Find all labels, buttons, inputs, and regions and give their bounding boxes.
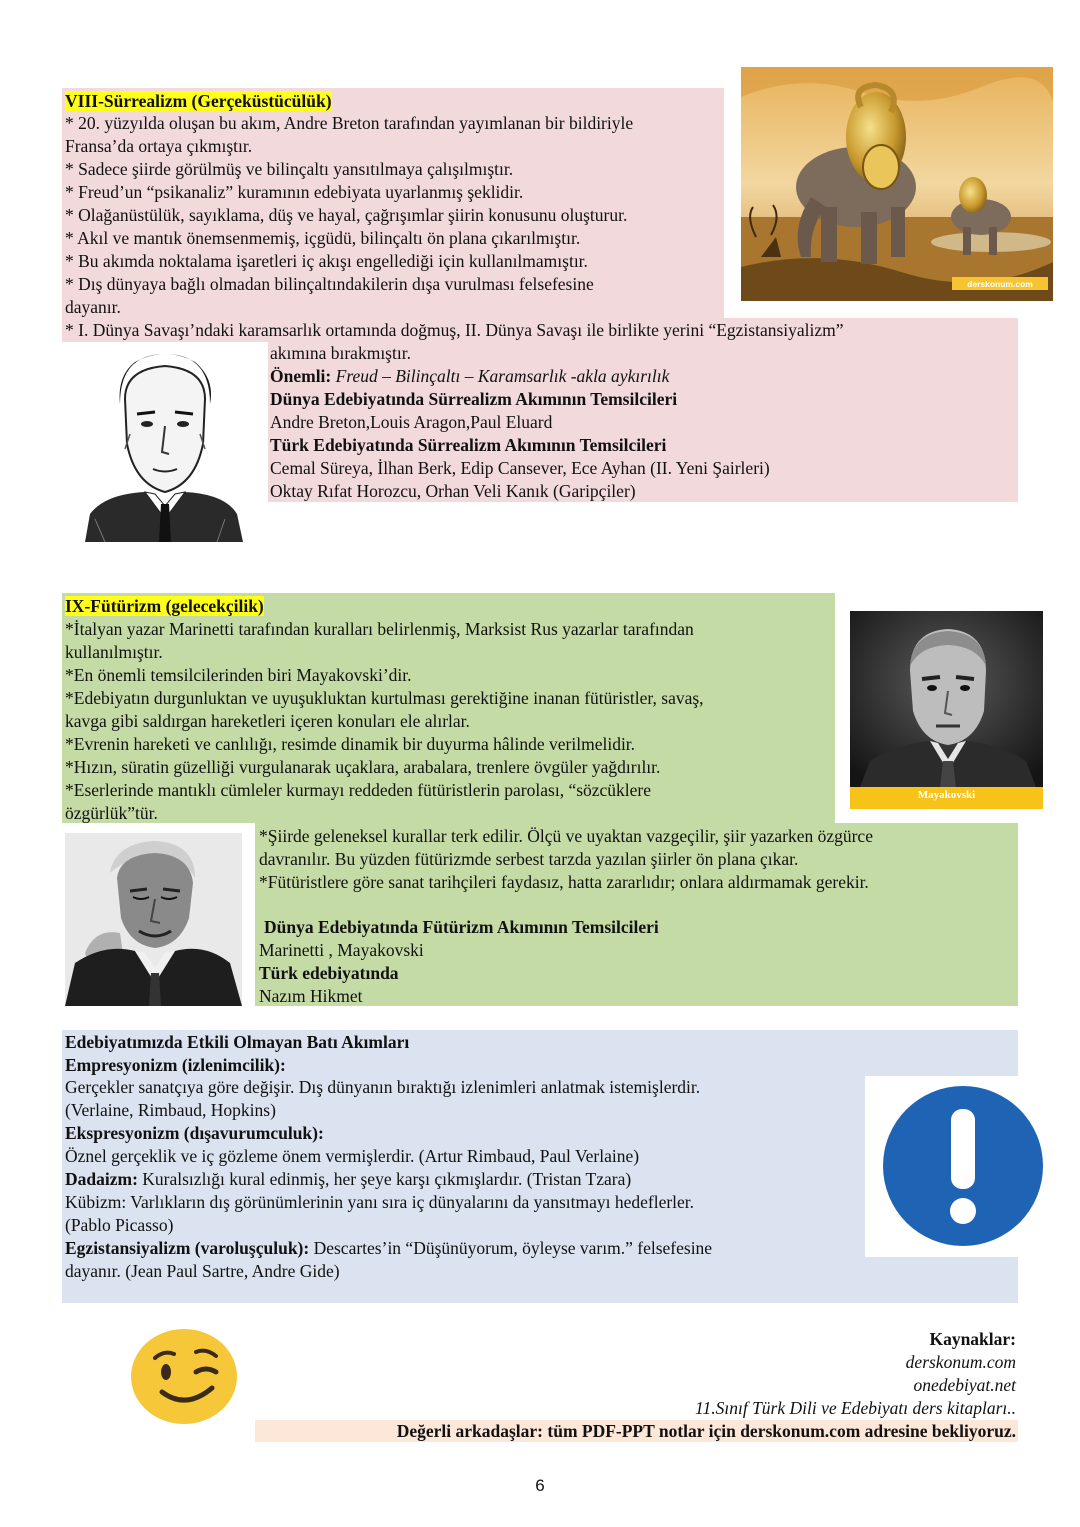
surrealism-turkish-names: Cemal Süreya, İlhan Berk, Edip Cansever, Ece Ayhan (II. Yeni Şairleri) bbox=[270, 458, 770, 478]
page-number: 6 bbox=[535, 1476, 545, 1495]
surreal-elephant-painting bbox=[741, 67, 1053, 301]
surrealism-line: * Olağanüstülük, sayıklama, düş ve hayal, çağrışımlar şiirin konusunu oluşturur. bbox=[65, 205, 628, 225]
surrealism-line: Fransa’da ortaya çıkmıştır. bbox=[65, 136, 253, 156]
surrealism-line: * Akıl ve mantık önemsenmemiş, içgüdü, bilinçaltı ön plana çıkarılmıştır. bbox=[65, 228, 581, 248]
mayakovski-caption: Mayakovski bbox=[917, 789, 976, 801]
impressionism-heading: Empresyonizm (izlenimcilik): bbox=[65, 1055, 286, 1075]
futurism-line: *En önemli temsilcilerinden biri Mayakovski’dir. bbox=[65, 665, 412, 685]
wink-emoji-icon bbox=[130, 1328, 238, 1425]
futurism-line: *Fütüristlere göre sanat tarihçileri faydasız, hatta zararlıdır; onlara aldırmamak gerekir. bbox=[259, 872, 869, 892]
impressionism-text: (Verlaine, Rimbaud, Hopkins) bbox=[65, 1100, 276, 1120]
cubism-text: (Pablo Picasso) bbox=[65, 1215, 174, 1235]
surrealism-turkish-names: Oktay Rıfat Horozcu, Orhan Veli Kanık (Garipçiler) bbox=[270, 481, 636, 501]
cubism-text: Kübizm: Varlıkların dış görünümlerinin yanı sıra iç dünyalarını da yansıtmayı hedeflerler. bbox=[65, 1192, 695, 1212]
futurism-title: IX-Fütürizm (gelecekçilik) bbox=[65, 596, 264, 616]
surrealism-line: * Dış dünyaya bağlı olmadan bilinçaltındakilerin dışa vurulması felsefesine bbox=[65, 274, 594, 294]
surrealism-line: dayanır. bbox=[65, 297, 121, 317]
existentialism-text: dayanır. (Jean Paul Sartre, Andre Gide) bbox=[65, 1261, 340, 1281]
futurism-turkish-heading: Türk edebiyatında bbox=[259, 963, 399, 983]
futurism-line: *Hızın, süratin güzelliği vurgulanarak uçaklara, arabalara, trenlere övgüler yağdırılır. bbox=[65, 757, 661, 777]
futurism-world-heading: Dünya Edebiyatında Fütürizm Akımının Temsilcileri bbox=[264, 917, 659, 937]
other-movements-title: Edebiyatımızda Etkili Olmayan Batı Akımları bbox=[65, 1032, 410, 1052]
impressionism-text: Gerçekler sanatçıya göre değişir. Dış dünyanın bıraktığı izlenimleri anlatmak istemişlerdir. bbox=[65, 1077, 701, 1097]
futurism-line: kavga gibi saldırgan hareketleri içeren konuları ele alırlar. bbox=[65, 711, 470, 731]
surrealism-line: * Sadece şiirde görülmüş ve bilinçaltı yansıtılmaya çalışılmıştır. bbox=[65, 159, 514, 179]
mayakovski-photo bbox=[850, 611, 1043, 809]
futurism-line: *İtalyan yazar Marinetti tarafından kuralları belirlenmiş, Marksist Rus yazarlar tarafından bbox=[65, 619, 694, 639]
futurism-line: *Şiirde geleneksel kurallar terk edilir. Ölçü ve uyaktan vazgeçilir, şiir yazarken özgürce bbox=[259, 826, 873, 846]
futurism-line: davranılır. Bu yüzden fütürizmde serbest tarzda yazılan şiirler ön plana çıkar. bbox=[259, 849, 799, 869]
painting-watermark: derskonum.com bbox=[967, 279, 1033, 289]
nazim-hikmet-photo bbox=[65, 833, 242, 1006]
futurism-line: özgürlük”tür. bbox=[65, 803, 158, 823]
source-item: derskonum.com bbox=[905, 1352, 1016, 1372]
futurism-line: *Eserlerinde mantıklı cümleler kurmayı reddeden fütüristlerin parolası, “sözcüklere bbox=[65, 780, 652, 800]
surrealism-importance: Önemli: Freud – Bilinçaltı – Karamsarlık -akla aykırılık bbox=[270, 366, 670, 386]
surrealism-line: * I. Dünya Savaşı’ndaki karamsarlık ortamında doğmuş, II. Dünya Savaşı ile birlikte yerini “Egzistansiyalizm” bbox=[65, 320, 844, 340]
surrealism-line: * Bu akımda noktalama işaretleri iç akışı engellediği için kullanılmamıştır. bbox=[65, 251, 588, 271]
surrealism-world-heading: Dünya Edebiyatında Sürrealizm Akımının Temsilcileri bbox=[270, 389, 678, 409]
surrealism-line: * Freud’un “psikanaliz” kuramının edebiyata uyarlanmış şeklidir. bbox=[65, 182, 524, 202]
surrealism-line: * 20. yüzyılda oluşan bu akım, Andre Breton tarafından yayımlanan bir bildiriyle bbox=[65, 113, 634, 133]
exclamation-sign-icon bbox=[865, 1076, 1045, 1257]
existentialism-text: Egzistansiyalizm (varoluşçuluk): Descartes’in “Düşünüyorum, öyleyse varım.” felsefesine bbox=[65, 1238, 713, 1258]
futurism-line: *Evrenin hareketi ve canlılığı, resimde dinamik bir duyurma hâlinde verilmelidir. bbox=[65, 734, 636, 754]
surrealism-title: VIII-Sürrealizm (Gerçeküstücülük) bbox=[65, 91, 332, 111]
surrealism-world-names: Andre Breton,Louis Aragon,Paul Eluard bbox=[270, 412, 553, 432]
expressionism-text: Öznel gerçeklik ve iç gözleme önem vermişlerdir. (Artur Rimbaud, Paul Verlaine) bbox=[65, 1146, 640, 1166]
sources-heading: Kaynaklar: bbox=[929, 1329, 1016, 1349]
surrealism-line: akımına bırakmıştır. bbox=[270, 343, 411, 363]
futurism-line: *Edebiyatın durgunluktan ve uyuşukluktan kurtulması gerektiğine inanan fütüristler, savaş, bbox=[65, 688, 704, 708]
footer-note: Değerli arkadaşlar: tüm PDF-PPT notlar için derskonum.com adresine bekliyoruz. bbox=[396, 1421, 1016, 1441]
source-item: 11.Sınıf Türk Dili ve Edebiyatı ders kitapları.. bbox=[695, 1398, 1016, 1418]
surrealism-turkish-heading: Türk Edebiyatında Sürrealizm Akımının Temsilcileri bbox=[270, 435, 667, 455]
futurism-turkish-names: Nazım Hikmet bbox=[259, 986, 363, 1006]
source-item: onedebiyat.net bbox=[913, 1375, 1016, 1395]
dadaism-text: Dadaizm: Kuralsızlığı kural edinmiş, her şeye karşı çıkmışlardır. (Tristan Tzara) bbox=[65, 1169, 632, 1189]
futurism-line: kullanılmıştır. bbox=[65, 642, 163, 662]
andre-breton-portrait bbox=[65, 344, 259, 542]
expressionism-heading: Ekspresyonizm (dışavurumculuk): bbox=[65, 1123, 324, 1143]
futurism-world-names: Marinetti , Mayakovski bbox=[259, 940, 424, 960]
